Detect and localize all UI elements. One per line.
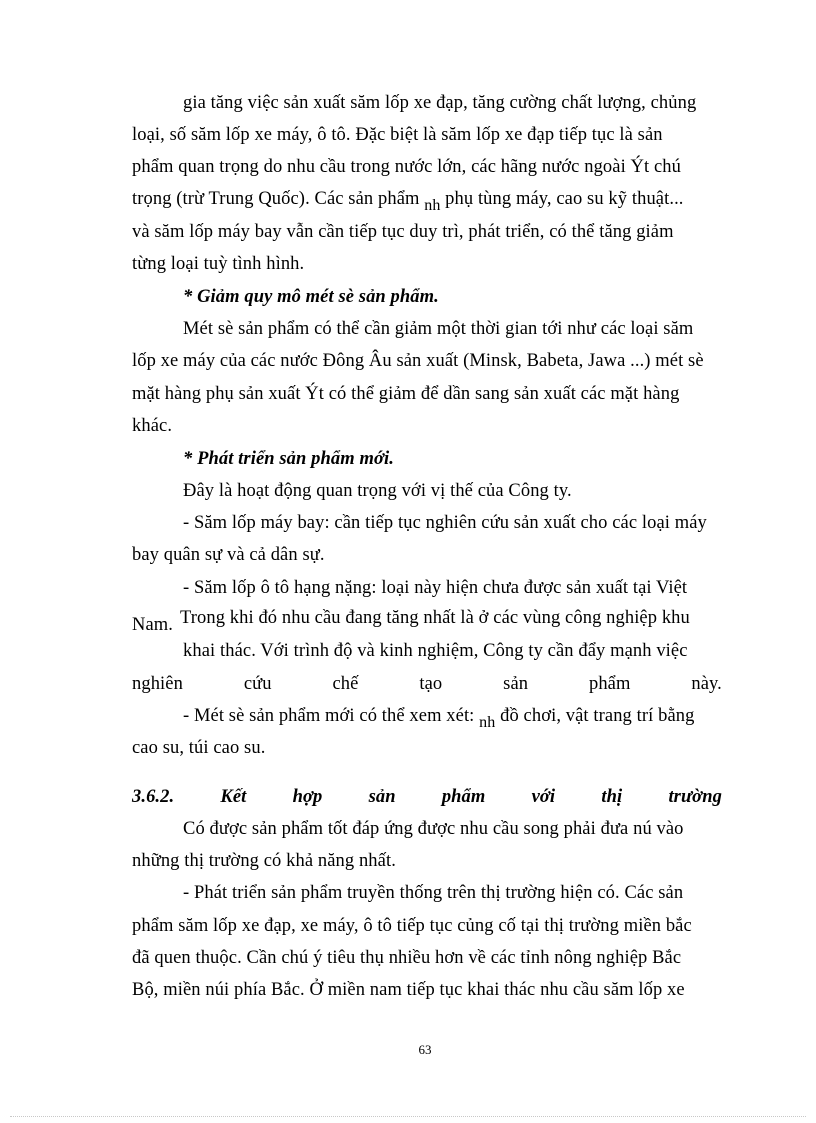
text-line: gia tăng việc sản xuất săm lốp xe đạp, tăng cường chất lượng, chủng xyxy=(183,93,697,113)
text-line: khác. xyxy=(132,416,173,436)
text-line xyxy=(183,705,695,731)
text-line: Có được sản phẩm tốt đáp ứng được nhu cầu song phải đưa nú vào xyxy=(183,819,684,839)
word: với xyxy=(531,787,556,807)
text-line: khai thác. Với trình độ và kinh nghiệm, Công ty cần đẩy mạnh việc xyxy=(183,641,688,661)
page-bottom-divider xyxy=(10,1116,806,1117)
text-line: những thị trường có khả năng nhất. xyxy=(132,851,396,871)
text-line xyxy=(132,673,722,695)
text-segment: - Mét sè sản phẩm mới có thể xem xét: xyxy=(183,706,475,726)
text-line: Trong khi đó nhu cầu đang tăng nhất là ở các vùng công nghiệp khu xyxy=(180,608,690,628)
word: sản xyxy=(368,787,396,807)
text-line: - Phát triển sản phẩm truyền thống trên thị trường hiện có. Các sản xyxy=(183,883,684,903)
text-segment: trọng (trừ Trung Quốc). Các sản phẩm xyxy=(132,189,420,209)
word: tạo xyxy=(419,674,443,694)
text-line: phẩm quan trọng do nhu cầu trong nước lớn, các hãng nước ngoài Ýt chú xyxy=(132,157,681,177)
subheading: * Giảm quy mô mét sè sản phẩm. xyxy=(183,287,439,307)
word: chế xyxy=(332,674,359,694)
text-line: - Săm lốp máy bay: cần tiếp tục nghiên cứu sản xuất cho các loại máy xyxy=(183,513,707,533)
text-line: loại, số săm lốp xe máy, ô tô. Đặc biệt là săm lốp xe đạp tiếp tục là sản xyxy=(132,125,663,145)
word: hợp xyxy=(292,787,323,807)
text-line: đã quen thuộc. Cần chú ý tiêu thụ nhiều hơn về các tỉnh nông nghiệp Bắc xyxy=(132,948,682,968)
subscript-fragment: nh xyxy=(479,714,496,731)
text-line: bay quân sự và cả dân sự. xyxy=(132,545,325,565)
word: sản xyxy=(503,674,529,694)
text-line: mặt hàng phụ sản xuất Ýt có thể giảm để dần sang sản xuất các mặt hàng xyxy=(132,384,680,404)
text-line: Đây là hoạt động quan trọng với vị thế của Công ty. xyxy=(183,481,572,501)
word: nghiên xyxy=(132,674,183,694)
text-line: Bộ, miền núi phía Bắc. Ở miền nam tiếp tục khai thác nhu cầu săm lốp xe xyxy=(132,980,685,1000)
word: phẩm xyxy=(588,674,631,694)
word: cứu xyxy=(243,674,272,694)
word: thị xyxy=(601,787,623,807)
section-number: 3.6.2. xyxy=(132,787,175,807)
subheading: * Phát triển sản phẩm mới. xyxy=(183,449,394,469)
text-segment: đồ chơi, vật trang trí bằng xyxy=(500,706,695,726)
section-heading xyxy=(132,786,722,808)
text-line: từng loại tuỳ tình hình. xyxy=(132,254,305,274)
text-line: lốp xe máy của các nước Đông Âu sản xuất (Minsk, Babeta, Jawa ...) mét sè xyxy=(132,351,704,371)
text-segment: phụ tùng máy, cao su kỹ thuật... xyxy=(445,189,684,209)
word: phẩm xyxy=(441,787,486,807)
text-line: - Săm lốp ô tô hạng nặng: loại này hiện chưa được sản xuất tại Việt xyxy=(183,578,688,598)
subscript-fragment: nh xyxy=(424,197,441,214)
text-line: và săm lốp máy bay vẫn cần tiếp tục duy trì, phát triển, có thể tăng giảm xyxy=(132,222,674,242)
page-number: 63 xyxy=(418,1042,432,1057)
text-line: cao su, túi cao su. xyxy=(132,738,266,758)
word: trường xyxy=(668,787,722,807)
word: này. xyxy=(691,674,722,694)
text-line-left: Nam. xyxy=(132,615,173,635)
text-line: Mét sè sản phẩm có thể cần giảm một thời gian tới như các loại săm xyxy=(183,319,694,339)
text-line xyxy=(132,188,684,214)
word: Kết xyxy=(220,787,247,807)
text-line: phẩm săm lốp xe đạp, xe máy, ô tô tiếp tục củng cố tại thị trường miền bắc xyxy=(132,916,692,936)
